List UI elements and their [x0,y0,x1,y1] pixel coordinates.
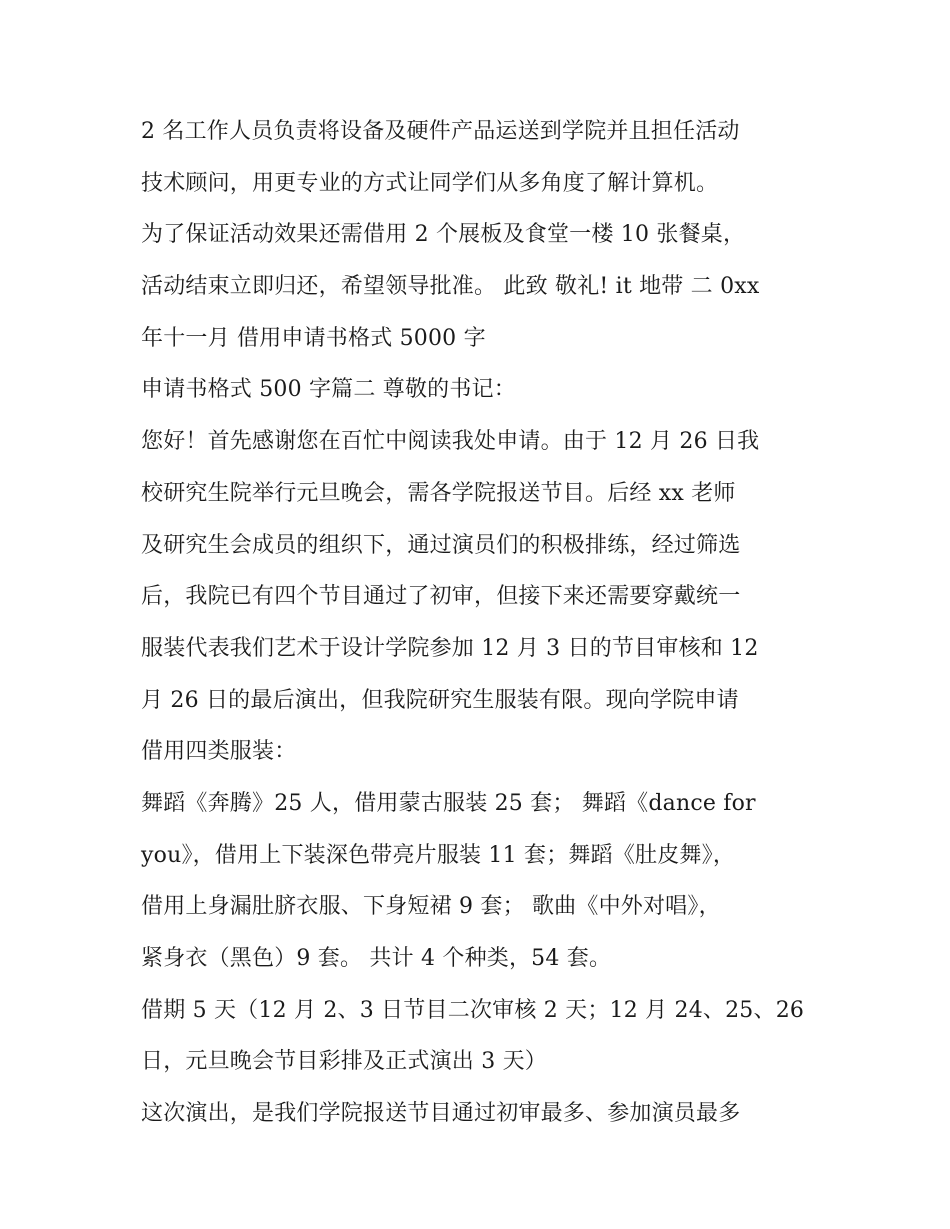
text-line: 紧身衣（黑色）9 套。 共计 4 个种类，54 套。 [141,946,612,971]
text-line: you》，借用上下装深色带亮片服装 11 套；舞蹈《肚皮舞》， [141,842,736,868]
text-line: 2 名工作人员负责将设备及硬件产品运送到学院并且担任活动 [141,119,740,144]
text-line: 活动结束立即归还，希望领导批准。 此致 敬礼! it 地带 二 0xx [141,274,760,300]
text-line: 这次演出，是我们学院报送节目通过初审最多、参加演员最多 [141,1101,741,1127]
text-line: 借用上身漏肚脐衣服、下身短裙 9 套； 歌曲《中外对唱》， [141,894,721,920]
text-line: 您好！首先感谢您在百忙中阅读我处申请。由于 12 月 26 日我 [141,429,760,455]
text-line: 后，我院已有四个节目通过了初审，但接下来还需要穿戴统一 [141,584,741,610]
text-line: 技术顾问，用更专业的方式让同学们从多角度了解计算机。 [141,170,719,196]
text-line: 申请书格式 500 字篇二 尊敬的书记： [141,377,516,403]
text-line: 为了保证活动效果还需借用 2 个展板及食堂一楼 10 张餐桌， [141,222,746,248]
text-line: 日，元旦晚会节目彩排及正式演出 3 天） [141,1049,547,1075]
text-line: 及研究生会成员的组织下，通过演员们的积极排练，经过筛选 [141,532,741,558]
text-line: 校研究生院举行元旦晚会，需各学院报送节目。后经 xx 老师 [141,480,736,506]
text-line: 年十一月 借用申请书格式 5000 字 [141,325,486,351]
text-line: 借期 5 天（12 月 2、3 日节目二次审核 2 天；12 月 24、25、26 [141,997,805,1023]
text-line: 服装代表我们艺术于设计学院参加 12 月 3 日的节目审核和 12 [141,635,759,661]
document-body [141,106,821,1140]
text-line: 月 26 日的最后演出，但我院研究生服装有限。现向学院申请 [141,687,739,713]
text-line: 借用四类服装： [141,739,297,765]
text-line: 舞蹈《奔腾》25 人，借用蒙古服装 25 套； 舞蹈《dance for [141,790,756,816]
